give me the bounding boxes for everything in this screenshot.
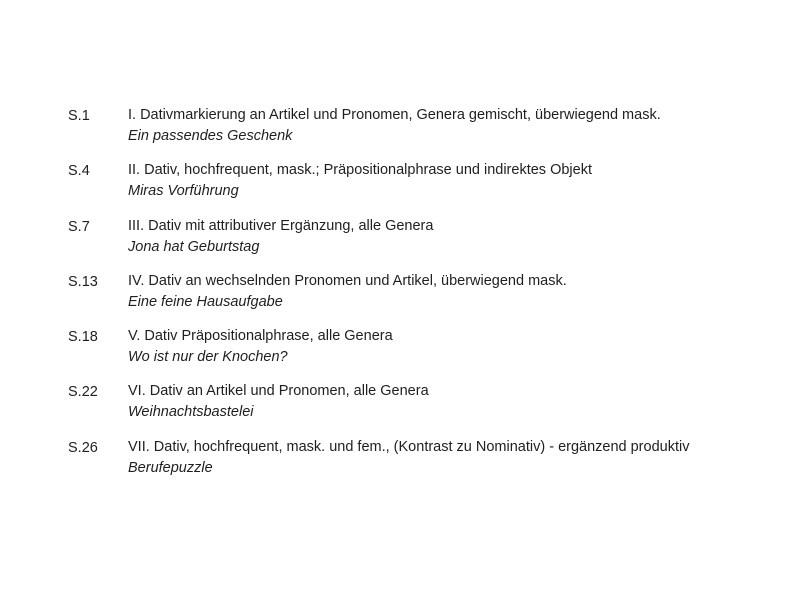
toc-subtitle: Jona hat Geburtstag xyxy=(128,238,260,255)
toc-page-number: S.26 xyxy=(68,439,98,456)
toc-page-number: S.7 xyxy=(68,218,90,235)
toc-page-number: S.1 xyxy=(68,108,90,124)
toc-text xyxy=(128,160,783,202)
toc-page-number: S.18 xyxy=(68,329,98,346)
toc-entry xyxy=(68,437,783,492)
toc-heading: VII. Dativ, hochfrequent, mask. und fem., (Kontrast zu Nominativ) - ergänzend produktiv xyxy=(128,438,690,455)
toc-entry xyxy=(68,271,783,326)
toc-text xyxy=(128,437,783,479)
toc-entry xyxy=(68,105,783,160)
toc-text xyxy=(128,271,783,313)
toc-page-number: S.22 xyxy=(68,384,98,401)
toc-text xyxy=(128,105,783,147)
toc-entry xyxy=(68,216,783,271)
toc-subtitle: Berufepuzzle xyxy=(128,459,213,476)
toc-subtitle: Miras Vorführung xyxy=(128,183,239,200)
toc-page-number: S.4 xyxy=(68,163,90,180)
toc-subtitle: Wo ist nur der Knochen? xyxy=(128,349,288,366)
toc-page-number: S.13 xyxy=(68,273,98,290)
toc-heading: I. Dativmarkierung an Artikel und Pronomen, Genera gemischt, überwiegend mask. xyxy=(128,107,661,123)
toc-text xyxy=(128,381,783,423)
toc-subtitle: Ein passendes Geschenk xyxy=(128,128,293,144)
toc-entry xyxy=(68,381,783,436)
toc-heading: II. Dativ, hochfrequent, mask.; Präpositionalphrase und indirektes Objekt xyxy=(128,162,592,179)
toc-text xyxy=(128,216,783,258)
toc-text xyxy=(128,326,783,368)
toc-heading: III. Dativ mit attributiver Ergänzung, alle Genera xyxy=(128,217,434,234)
toc-subtitle: Eine feine Hausaufgabe xyxy=(128,293,283,310)
toc-heading: VI. Dativ an Artikel und Pronomen, alle Genera xyxy=(128,383,429,400)
toc-entry xyxy=(68,160,783,215)
toc-heading: V. Dativ Präpositionalphrase, alle Genera xyxy=(128,328,393,345)
toc-entry xyxy=(68,326,783,381)
toc-heading: IV. Dativ an wechselnden Pronomen und Artikel, überwiegend mask. xyxy=(128,272,567,289)
table-of-contents xyxy=(68,105,783,492)
toc-subtitle: Weihnachtsbastelei xyxy=(128,404,254,421)
